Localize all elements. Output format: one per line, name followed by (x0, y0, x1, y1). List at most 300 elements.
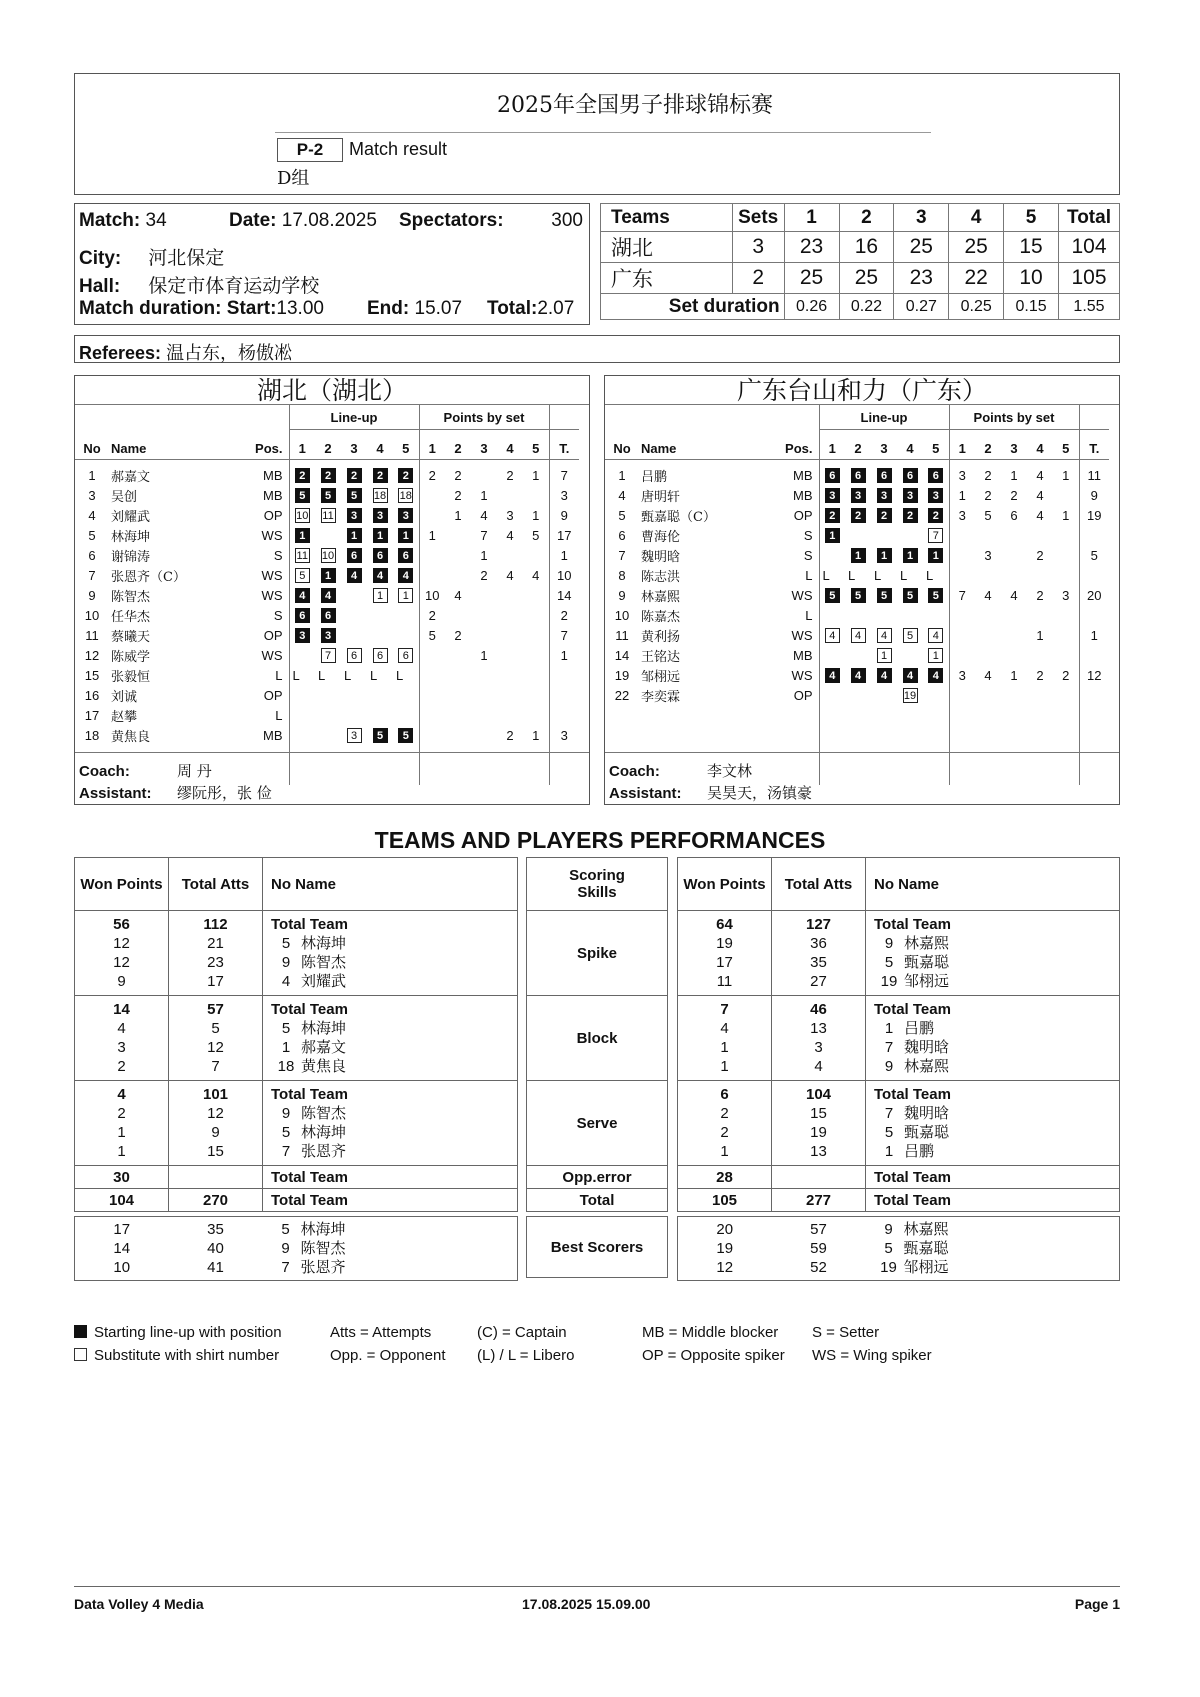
substitute-number-box: 6 (398, 648, 413, 663)
player-number: 9 (884, 1058, 894, 1075)
player-name: 魏明晗 (904, 1104, 950, 1122)
starting-position-box: 3 (851, 488, 866, 503)
lineup-cell (341, 665, 367, 685)
lineup-cell (289, 705, 315, 725)
player-entry (271, 1019, 517, 1038)
starting-position-box: 5 (398, 728, 413, 743)
skill-name: Block (527, 996, 668, 1081)
lineup-cell (871, 525, 897, 545)
roster-filler-cell (471, 745, 497, 765)
score-total: 104 (1059, 232, 1120, 263)
player-number: 9 (884, 935, 894, 952)
points-set-cell (445, 545, 471, 565)
lineup-cell (393, 545, 419, 565)
score-set4: 25 (949, 232, 1004, 263)
score-set2: 16 (839, 232, 894, 263)
team-won-points: 14 (113, 1001, 130, 1018)
player-atts: 12 (207, 1105, 224, 1122)
perf-skill-row (75, 911, 518, 996)
lineup-cell (871, 465, 897, 485)
lineup-cell (845, 645, 871, 665)
player-number: 5 (884, 1240, 893, 1257)
lineup-cell (923, 665, 949, 685)
points-set-cell (1053, 525, 1079, 545)
player-atts: 15 (207, 1143, 224, 1160)
starting-square-icon (74, 1325, 87, 1338)
points-set-cell (1053, 565, 1079, 585)
substitute-number-box: 1 (373, 588, 388, 603)
lineup-cell (923, 525, 949, 545)
player-position: MB (263, 727, 283, 743)
player-name: 刘耀武 (111, 509, 151, 525)
lineup-cell (871, 545, 897, 565)
player-number: 5 (884, 1124, 894, 1141)
player-won-points: 1 (117, 1124, 126, 1141)
player-total-points: 10 (549, 565, 579, 585)
points-set-cell (523, 625, 549, 645)
roster-filler-cell (1001, 725, 1027, 745)
match-label: Match: (79, 210, 141, 231)
score-row-home (601, 232, 1120, 263)
roster-filler-row (605, 705, 1109, 725)
roster-home (74, 375, 590, 805)
roster-filler-cell (949, 745, 975, 765)
player-position: MB (793, 467, 813, 483)
best-won-points: 19 (716, 1240, 734, 1257)
lineup-cell (923, 585, 949, 605)
roster-filler-cell (341, 745, 367, 765)
libero-mark: L (926, 567, 934, 583)
player-number: 7 (88, 567, 96, 583)
legend-captain: (C) = Captain (477, 1324, 567, 1341)
points-set-cell (975, 525, 1001, 545)
points-set-cell (949, 645, 975, 665)
lineup-cell (393, 645, 419, 665)
player-entry (271, 953, 517, 972)
match-total (487, 298, 574, 320)
player-total-points (1079, 605, 1109, 625)
lineup-cell (341, 605, 367, 625)
hall (79, 271, 319, 298)
points-set-cell: 7 (949, 585, 975, 605)
starting-position-box: 5 (928, 588, 943, 603)
spectators-label: Spectators: (399, 210, 504, 231)
player-number: 12 (84, 647, 100, 663)
roster-filler-cell (923, 745, 949, 765)
col-points-set: 4 (497, 430, 523, 460)
referees (79, 339, 292, 365)
players-cell (263, 911, 518, 996)
roster-filler-cell (1027, 745, 1053, 765)
player-entry (874, 1142, 1119, 1161)
roster-filler-cell (497, 745, 523, 765)
player-row (605, 645, 1109, 665)
coach-label: Coach: (609, 763, 660, 780)
roster-filler-cell (897, 725, 923, 745)
best-scorers-home (74, 1216, 518, 1281)
roster-table (605, 405, 1109, 785)
player-name: 林嘉熙 (903, 1220, 949, 1238)
points-set-cell (419, 705, 445, 725)
score-team-name: 湖北 (601, 232, 733, 263)
points-set-cell (471, 685, 497, 705)
lineup-cell (897, 545, 923, 565)
points-set-cell (523, 705, 549, 725)
player-row (75, 585, 579, 605)
libero-mark: L (900, 567, 908, 583)
skill-row (527, 1081, 668, 1166)
perf-skill-row (75, 996, 518, 1081)
won-points-cell (75, 911, 169, 996)
starting-position-box: 1 (373, 528, 388, 543)
col-points-set: 5 (1053, 430, 1079, 460)
lineup-cell (845, 465, 871, 485)
points-set-cell (497, 665, 523, 685)
player-name: 吕鹏 (641, 469, 668, 485)
perf-skill-row (678, 996, 1120, 1081)
starting-position-box: 6 (347, 548, 362, 563)
roster-filler-cell (923, 705, 949, 725)
legend-substitute (74, 1347, 279, 1364)
best-scorer-entry (271, 1258, 518, 1277)
legend-op: OP = Opposite spiker (642, 1347, 785, 1364)
points-set-cell (419, 565, 445, 585)
team-won-points: 7 (720, 1001, 729, 1018)
player-name: 林海坤 (301, 934, 347, 952)
roster-filler-cell (975, 765, 1001, 785)
starting-position-box: 5 (373, 728, 388, 743)
points-set-cell (1053, 605, 1079, 625)
player-total-points (1079, 565, 1109, 585)
player-total-points: 12 (1079, 665, 1109, 685)
referees-box (74, 335, 1120, 363)
player-position: OP (263, 687, 283, 703)
perf-skill-row (678, 1081, 1120, 1166)
player-row (75, 705, 579, 725)
starting-position-box: 1 (398, 528, 413, 543)
player-entry (271, 972, 517, 991)
lineup-cell (819, 605, 845, 625)
player-atts: 12 (207, 1039, 224, 1056)
player-position: WS (791, 667, 813, 683)
score-set3: 25 (894, 232, 949, 263)
substitute-number-box: 18 (373, 490, 387, 503)
starting-position-box: 2 (347, 468, 362, 483)
match-duration (79, 298, 324, 320)
player-name: 陈嘉杰 (641, 609, 681, 625)
points-set-cell: 2 (506, 727, 514, 743)
best-total-atts: 40 (207, 1240, 224, 1257)
substitute-number-box: 5 (903, 628, 918, 643)
starting-position-box: 6 (851, 468, 866, 483)
player-position: WS (791, 587, 813, 603)
roster-filler-cell (845, 745, 871, 765)
roster-team-title: 湖北（湖北） (75, 376, 589, 405)
roster-filler-cell (923, 725, 949, 745)
city-value: 河北保定 (148, 247, 225, 269)
starting-position-box: 3 (295, 628, 310, 643)
player-name: 陈智杰 (300, 1239, 346, 1257)
total-label: Total: (487, 298, 538, 319)
lineup-cell (819, 545, 845, 565)
player-atts: 21 (207, 935, 224, 952)
points-set-cell: 2 (454, 487, 462, 503)
lineup-cell (923, 605, 949, 625)
set-duration-1: 0.26 (784, 294, 839, 320)
player-atts: 7 (211, 1058, 220, 1075)
lineup-cell (845, 525, 871, 545)
assistant-label: Assistant: (79, 785, 152, 802)
player-name: 林海坤 (300, 1220, 346, 1238)
lineup-cell (393, 465, 419, 485)
player-entry (874, 934, 1119, 953)
roster-filler-cell (1053, 725, 1079, 745)
header-divider (275, 132, 931, 133)
lineup-cell (289, 545, 315, 565)
roster-blank (549, 405, 579, 430)
lineup-cell (341, 625, 367, 645)
legend-starting-text: Starting line-up with position (94, 1324, 282, 1341)
substitute-number-box: 6 (373, 648, 388, 663)
points-set-cell: 4 (1036, 487, 1044, 503)
substitute-number-box: 5 (295, 568, 310, 583)
points-set-cell (445, 565, 471, 585)
player-position: OP (793, 507, 813, 523)
lineup-cell (315, 685, 341, 705)
skill-row (527, 996, 668, 1081)
points-set-cell (975, 605, 1001, 625)
team-total-atts: 104 (805, 1086, 832, 1103)
total-atts-cell (772, 996, 866, 1081)
lineup-cell (315, 565, 341, 585)
coach-divider (75, 752, 589, 753)
points-set-cell (1027, 685, 1053, 705)
roster-filler-cell (445, 745, 471, 765)
player-number: 18 (84, 727, 100, 743)
col-lineup-set: 5 (923, 430, 949, 460)
roster-filler-cell (497, 765, 523, 785)
coach-name: 周 丹 (177, 762, 212, 780)
player-number: 7 (281, 1259, 290, 1276)
points-set-cell (419, 545, 445, 565)
points-set-cell (949, 565, 975, 585)
roster-filler-cell (819, 705, 845, 725)
player-atts: 27 (810, 973, 827, 990)
points-set-cell (523, 585, 549, 605)
scoring-skills-table (526, 857, 668, 1212)
player-position: L (275, 707, 283, 723)
player-number: 19 (880, 973, 898, 990)
col-lineup-set: 2 (315, 430, 341, 460)
starting-position-box: 2 (373, 468, 388, 483)
points-set-cell: 5 (532, 527, 540, 543)
points-set-cell (419, 645, 445, 665)
assistant-line (79, 782, 272, 803)
player-number: 5 (281, 935, 291, 952)
points-set-cell: 3 (949, 505, 975, 525)
lineup-cell (871, 585, 897, 605)
starting-position-box: 5 (295, 488, 310, 503)
roster-filler-cell (975, 705, 1001, 725)
points-set-cell: 3 (506, 507, 514, 523)
player-number: 7 (884, 1039, 894, 1056)
substitute-number-box: 1 (928, 648, 943, 663)
perf-header-row (75, 858, 518, 911)
lineup-cell (367, 645, 393, 665)
lineup-cell (897, 625, 923, 645)
starting-position-box: 1 (295, 528, 310, 543)
player-entry (271, 1104, 517, 1123)
lineup-cell (871, 485, 897, 505)
points-set-cell: 1 (532, 467, 540, 483)
total-atts-cell (772, 911, 866, 996)
set-duration-row (601, 294, 1120, 320)
opp-error-won: 30 (75, 1166, 169, 1189)
skill-name: Spike (527, 911, 668, 996)
points-set-cell: 4 (480, 507, 488, 523)
points-set-cell: 5 (419, 625, 445, 645)
lineup-cell (341, 645, 367, 665)
points-set-cell: 4 (984, 587, 992, 603)
legend-opp: Opp. = Opponent (330, 1347, 446, 1364)
player-atts: 19 (810, 1124, 827, 1141)
player-name: 甄嘉聪 (903, 1239, 949, 1257)
points-by-set-header: Points by set (949, 405, 1079, 430)
lineup-cell (341, 565, 367, 585)
player-number: 9 (88, 587, 96, 603)
player-row (75, 565, 579, 585)
lineup-cell (367, 565, 393, 585)
roster-filler-cell (897, 705, 923, 725)
player-won-points: 1 (720, 1039, 729, 1056)
opp-error-team: Total Team (866, 1166, 1120, 1189)
player-atts: 36 (810, 935, 827, 952)
points-set-cell (1053, 625, 1079, 645)
points-set-cell: 10 (419, 585, 445, 605)
player-won-points: 12 (113, 935, 130, 952)
perf-skill-row (75, 1081, 518, 1166)
player-name: 邹栩远 (904, 972, 950, 990)
set-duration-2: 0.22 (839, 294, 894, 320)
points-set-cell (975, 625, 1001, 645)
lineup-cell (393, 505, 419, 525)
player-name: 刘耀武 (301, 972, 347, 990)
points-set-cell: 4 (1036, 467, 1044, 483)
lineup-cell (819, 565, 845, 585)
won-points-cell (678, 1081, 772, 1166)
score-set1: 23 (784, 232, 839, 263)
points-set-cell: 1 (480, 487, 488, 503)
group-label: D组 (277, 168, 310, 189)
points-set-cell: 2 (1010, 487, 1018, 503)
legend-ws: WS = Wing spiker (812, 1347, 932, 1364)
lineup-cell (341, 725, 367, 745)
score-total: 105 (1059, 263, 1120, 294)
assistant-label: Assistant: (609, 785, 682, 802)
lineup-cell (367, 665, 393, 685)
player-number: 9 (884, 1221, 893, 1238)
best-total-atts: 41 (207, 1259, 224, 1276)
score-header-set5: 5 (1004, 204, 1059, 232)
total-team-label: Total Team (874, 1086, 951, 1103)
player-name: 李奕霖 (641, 689, 681, 705)
total-team-label: Total Team (271, 1086, 348, 1103)
score-row-away (601, 263, 1120, 294)
player-number: 7 (884, 1105, 894, 1122)
libero-mark: L (344, 667, 352, 683)
player-name: 魏明晗 (904, 1038, 950, 1056)
points-set-cell: 1 (1010, 467, 1018, 483)
roster-blank (75, 405, 289, 430)
starting-position-box: 3 (321, 628, 336, 643)
player-number: 19 (880, 1259, 897, 1276)
player-total-points (1079, 645, 1109, 665)
points-set-cell: 1 (419, 525, 445, 545)
lineup-cell (923, 645, 949, 665)
player-number: 14 (614, 647, 630, 663)
lineup-cell (393, 605, 419, 625)
player-name: 唐明轩 (641, 489, 681, 505)
coach-line (609, 760, 752, 781)
col-pos: Pos. (227, 430, 289, 460)
points-set-cell: 2 (1062, 667, 1070, 683)
col-points-set: 2 (445, 430, 471, 460)
roster-filler-cell (1001, 745, 1027, 765)
player-atts: 9 (211, 1124, 220, 1141)
roster-filler-cell (419, 745, 445, 765)
points-set-cell (419, 685, 445, 705)
col-points-set: 2 (975, 430, 1001, 460)
starting-position-box: 4 (347, 568, 362, 583)
starting-position-box: 2 (825, 508, 840, 523)
total-won: 104 (75, 1189, 169, 1212)
points-set-cell (445, 665, 471, 685)
player-won-points: 3 (117, 1039, 126, 1056)
lineup-cell (367, 625, 393, 645)
col-total: T. (1079, 430, 1109, 460)
points-set-cell (497, 585, 523, 605)
lineup-cell (367, 505, 393, 525)
points-set-cell (445, 685, 471, 705)
player-entry (271, 1142, 517, 1161)
points-set-cell (1027, 525, 1053, 545)
points-set-cell (497, 485, 523, 505)
lineup-cell (897, 645, 923, 665)
roster-filler-cell (1079, 765, 1109, 785)
points-set-cell (445, 605, 471, 625)
lineup-cell (923, 625, 949, 645)
substitute-number-box: 4 (877, 628, 892, 643)
points-set-cell: 1 (532, 507, 540, 523)
starting-position-box: 2 (321, 468, 336, 483)
team-total-atts: 57 (207, 1001, 224, 1018)
roster-filler-cell (471, 765, 497, 785)
roster-filler-cell (419, 765, 445, 785)
roster-filler-cell (393, 765, 419, 785)
points-set-cell: 3 (949, 465, 975, 485)
match-info-box (74, 203, 590, 325)
footer-divider (74, 1586, 1120, 1587)
total-value: 2.07 (537, 298, 575, 319)
roster-column-header (605, 430, 1109, 460)
starting-position-box: 6 (825, 468, 840, 483)
player-entry (271, 934, 517, 953)
roster-filler-cell (845, 725, 871, 745)
player-won-points: 9 (117, 973, 126, 990)
col-name: Name (639, 430, 757, 460)
starting-position-box: 3 (903, 488, 918, 503)
roster-blank (1079, 405, 1109, 430)
